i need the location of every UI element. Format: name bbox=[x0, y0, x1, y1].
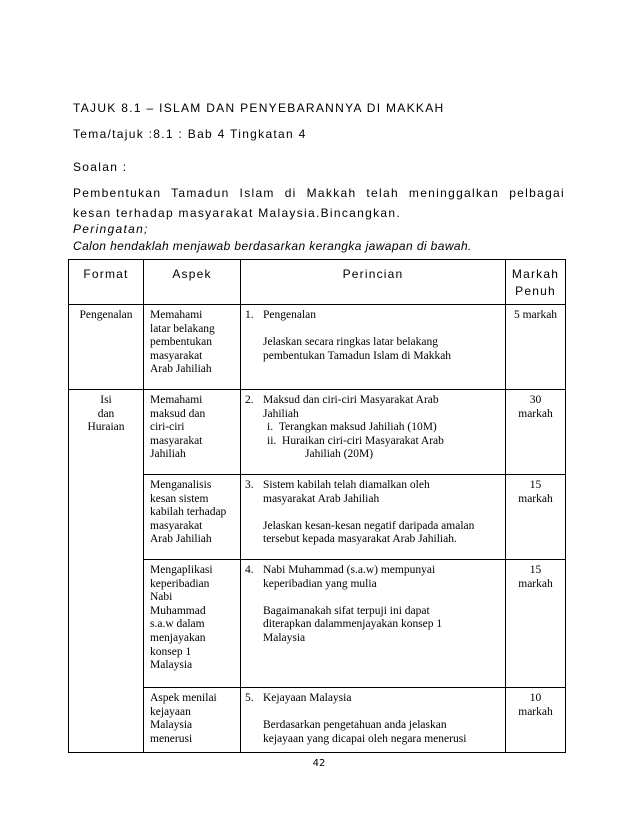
markah-text: markah bbox=[518, 705, 553, 718]
question-text: Pembentukan Tamadun Islam di Makkah telah meninggalkan pelbagai kesan terhadap masyarakat Malaysia.Bincangkan. bbox=[73, 186, 565, 220]
aspek-text: Malaysia bbox=[150, 659, 193, 672]
answer-framework-table bbox=[68, 259, 566, 753]
aspek-cell bbox=[144, 688, 241, 753]
aspek-text: maksud dan bbox=[150, 407, 206, 420]
aspek-text: latar belakang bbox=[150, 322, 215, 335]
page-title: TAJUK 8.1 – ISLAM DAN PENYEBARANNYA DI MAKKAH bbox=[73, 101, 445, 115]
aspek-text: Menganalisis bbox=[150, 479, 212, 491]
perincian-text: Kejayaan Malaysia bbox=[263, 692, 352, 704]
markah-cell bbox=[506, 475, 566, 560]
perincian-text bbox=[263, 323, 503, 337]
perincian-cell bbox=[241, 688, 506, 753]
sub-item bbox=[245, 421, 503, 435]
perincian-text: tersebut kepada masyarakat Arab Jahiliah. bbox=[263, 533, 457, 546]
aspek-text: Malaysia bbox=[150, 719, 193, 732]
header-markah-line2: Penuh bbox=[515, 284, 556, 298]
aspek-text: Arab Jahiliah bbox=[150, 363, 212, 376]
perincian-text: Malaysia bbox=[263, 631, 306, 644]
perincian-cell bbox=[241, 305, 506, 390]
markah-text: 15 bbox=[529, 564, 542, 576]
format-cell bbox=[69, 390, 144, 753]
aspek-text: s.a.w dalam bbox=[150, 618, 205, 631]
markah-cell bbox=[506, 390, 566, 475]
sub-item bbox=[245, 435, 503, 449]
table-row bbox=[69, 688, 566, 753]
header-aspek: Aspek bbox=[144, 260, 241, 305]
format-text: Pengenalan bbox=[79, 309, 133, 321]
sub-item-label: ii. bbox=[267, 434, 277, 447]
perincian-cell bbox=[241, 560, 506, 688]
perincian-text: Jahiliah bbox=[263, 407, 299, 420]
sub-item-label: i. bbox=[267, 421, 274, 434]
perincian-text: keperibadian yang mulia bbox=[263, 577, 377, 590]
aspek-text: pembentukan bbox=[150, 336, 212, 349]
header-markah bbox=[506, 260, 566, 305]
markah-cell bbox=[506, 560, 566, 688]
perincian-cell bbox=[241, 475, 506, 560]
sub-item-continuation: Jahiliah (20M) bbox=[305, 448, 374, 461]
markah-text: markah bbox=[518, 407, 553, 420]
perincian-text: Pengenalan bbox=[263, 309, 317, 321]
aspek-text: kabilah terhadap bbox=[150, 506, 227, 519]
aspek-text: masyarakat bbox=[150, 349, 203, 362]
table-header-row bbox=[69, 260, 566, 305]
aspek-text: masyarakat bbox=[150, 519, 203, 532]
aspek-cell bbox=[144, 305, 241, 390]
format-cell bbox=[69, 305, 144, 390]
markah-text: 10 bbox=[529, 692, 542, 704]
aspek-text: masyarakat bbox=[150, 434, 203, 447]
aspek-text: Jahiliah bbox=[150, 448, 186, 461]
item-number: 1. bbox=[245, 309, 254, 321]
calon-instruction: Calon hendaklah menjawab berdasarkan kerangka jawapan di bawah. bbox=[73, 239, 472, 253]
aspek-text: Memahami bbox=[150, 394, 203, 406]
perincian-text: Nabi Muhammad (s.a.w) mempunyai bbox=[263, 564, 436, 576]
table-row bbox=[69, 390, 566, 475]
perincian-text: kejayaan yang dicapai oleh negara menerusi bbox=[263, 732, 467, 745]
format-text: dan bbox=[97, 407, 115, 420]
perincian-cell bbox=[241, 390, 506, 475]
aspek-text: Muhammad bbox=[150, 604, 206, 617]
format-text: Huraian bbox=[87, 421, 125, 434]
topic-subtitle: Tema/tajuk :8.1 : Bab 4 Tingkatan 4 bbox=[73, 127, 307, 141]
markah-text: markah bbox=[518, 577, 553, 590]
perincian-text: Sistem kabilah telah diamalkan oleh bbox=[263, 479, 430, 491]
item-number: 3. bbox=[245, 479, 254, 491]
perincian-text bbox=[263, 591, 503, 605]
aspek-text: Nabi bbox=[150, 591, 173, 604]
item-number: 5. bbox=[245, 692, 254, 704]
aspek-cell bbox=[144, 390, 241, 475]
markah-text: 30 bbox=[529, 394, 542, 406]
markah-text: 15 bbox=[529, 479, 542, 491]
markah-text: markah bbox=[518, 492, 553, 505]
aspek-text: kesan sistem bbox=[150, 492, 209, 505]
aspek-cell bbox=[144, 475, 241, 560]
aspek-text: kejayaan bbox=[150, 705, 191, 718]
aspek-text: Mengaplikasi bbox=[150, 564, 213, 576]
sub-item-text: Huraikan ciri-ciri Masyarakat Arab bbox=[282, 434, 444, 447]
aspek-text: menerusi bbox=[150, 732, 193, 745]
aspek-text: Arab Jahiliah bbox=[150, 533, 212, 546]
perincian-text: masyarakat Arab Jahiliah bbox=[263, 492, 380, 505]
perincian-text: Jelaskan kesan-kesan negatif daripada amalan bbox=[263, 519, 475, 532]
item-number: 4. bbox=[245, 564, 254, 576]
aspek-text: menjayakan bbox=[150, 631, 206, 644]
markah-cell bbox=[506, 305, 566, 390]
table-row bbox=[69, 475, 566, 560]
header-markah-line1: Markah bbox=[511, 267, 560, 281]
table-row bbox=[69, 560, 566, 688]
perincian-text: diterapkan dalammenjayakan konsep 1 bbox=[263, 618, 443, 631]
aspek-text: ciri-ciri bbox=[150, 421, 185, 434]
perincian-text: pembentukan Tamadun Islam di Makkah bbox=[263, 349, 452, 362]
perincian-text: Jelaskan secara ringkas latar belakang bbox=[263, 336, 438, 349]
perincian-text: Berdasarkan pengetahuan anda jelaskan bbox=[263, 719, 447, 732]
page-number: 42 bbox=[312, 758, 326, 769]
sub-item-text: Terangkan maksud Jahiliah (10M) bbox=[278, 421, 437, 434]
aspek-text: konsep 1 bbox=[150, 645, 192, 658]
perincian-text: Bagaimanakah sifat terpuji ini dapat bbox=[263, 604, 430, 617]
header-perincian: Perincian bbox=[241, 260, 506, 305]
header-format: Format bbox=[69, 260, 144, 305]
aspek-cell bbox=[144, 560, 241, 688]
format-text: Isi bbox=[100, 394, 112, 406]
perincian-text bbox=[263, 506, 503, 520]
aspek-text: Aspek menilai bbox=[150, 692, 217, 704]
markah-text: 5 markah bbox=[513, 309, 558, 321]
soalan-label: Soalan : bbox=[73, 160, 128, 174]
peringatan-label: Peringatan; bbox=[73, 222, 149, 236]
item-number: 2. bbox=[245, 394, 254, 406]
aspek-text: keperibadian bbox=[150, 577, 210, 590]
markah-cell bbox=[506, 688, 566, 753]
perincian-text bbox=[263, 706, 503, 720]
table-row bbox=[69, 305, 566, 390]
perincian-text: Maksud dan ciri-ciri Masyarakat Arab bbox=[263, 394, 439, 406]
aspek-text: Memahami bbox=[150, 309, 203, 321]
